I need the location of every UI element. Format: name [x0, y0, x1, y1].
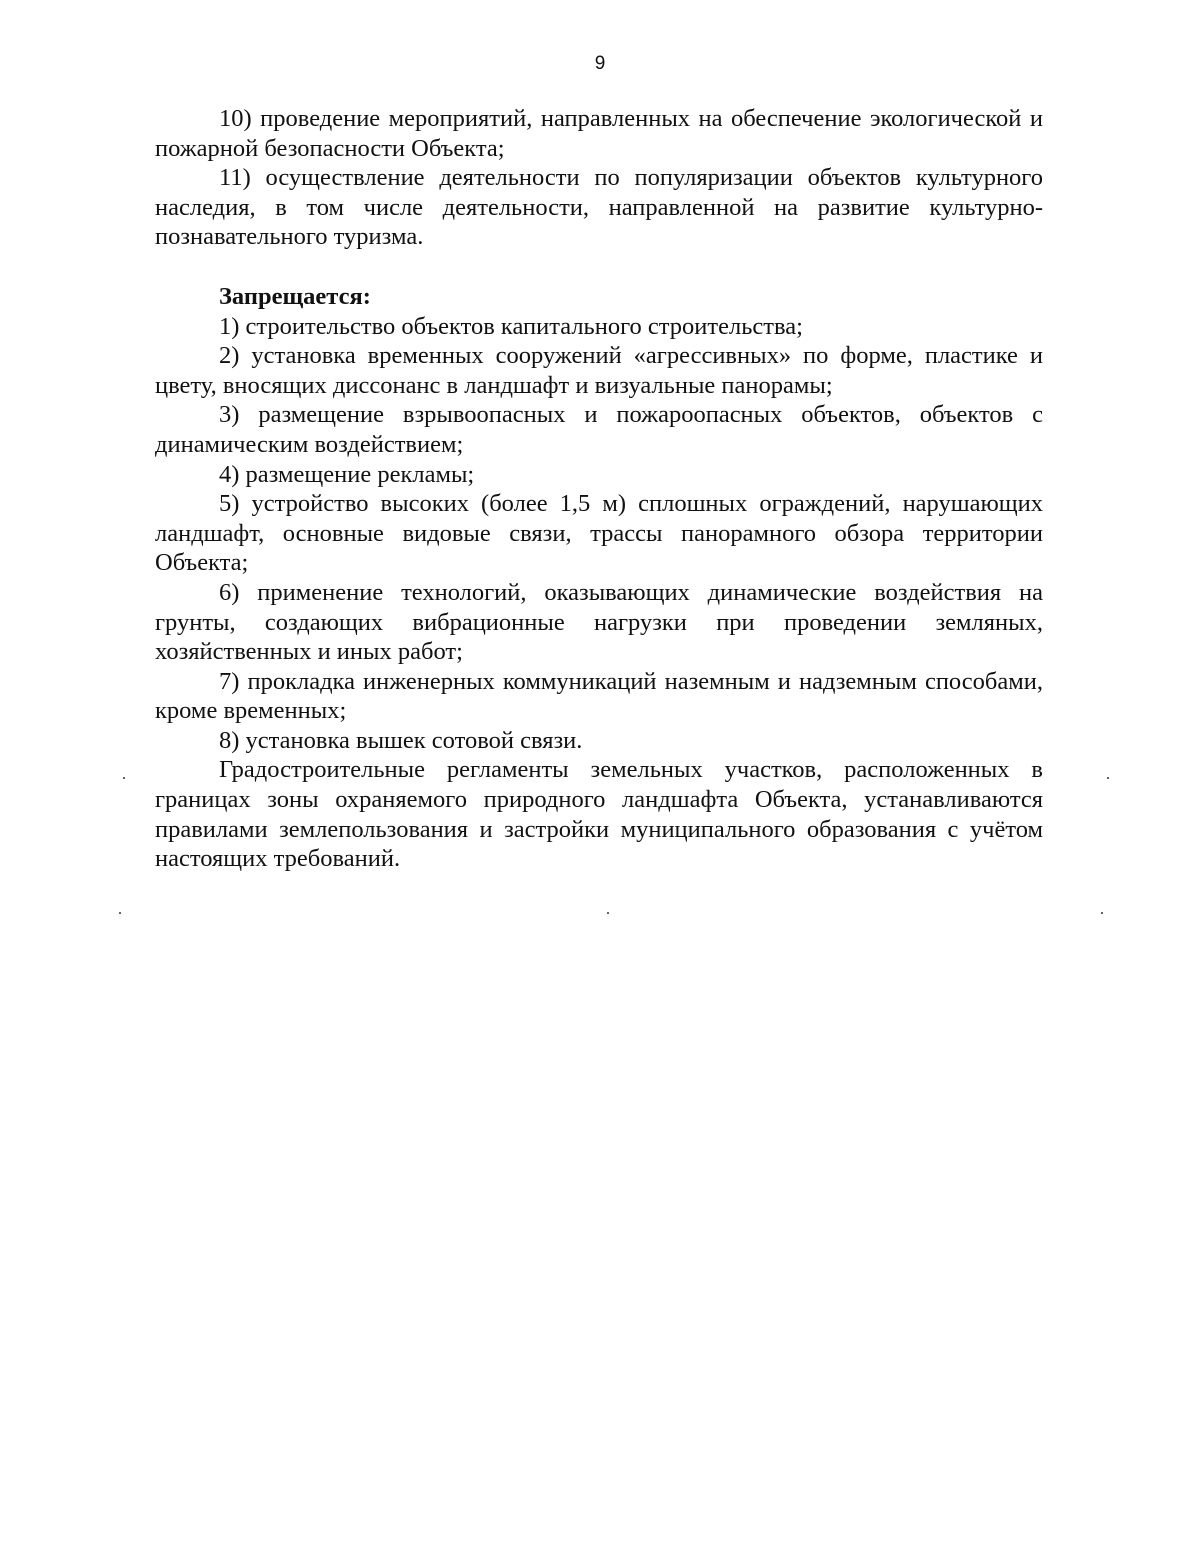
prohibited-item-7: 7) прокладка инженерных коммуникаций наземным и надземным способами, кроме временных; [155, 667, 1043, 725]
paragraph-item-11: 11) осуществление деятельности по популяризации объектов культурного наследия, в том числе деятельности, направленной на развитие культурно-познавательного туризма. [155, 164, 1043, 251]
scan-speck [1107, 777, 1109, 779]
paragraph-item-10: 10) проведение мероприятий, направленных на обеспечение экологической и пожарной безопасности Объекта; [155, 105, 1043, 162]
page-number: 9 [594, 53, 606, 74]
scan-speck [119, 912, 121, 914]
prohibited-item-3: 3) размещение взрывоопасных и пожароопасных объектов, объектов с динамическим воздействием; [155, 401, 1043, 458]
prohibited-heading: Запрещается: [219, 282, 371, 310]
closing-paragraph: Градостроительные регламенты земельных участков, расположенных в границах зоны охраняемого природного ландшафта Объекта, устанавливаются правилами землепользования и застройки муниципального образования с учётом настоящих требований. [155, 756, 1043, 873]
scan-speck [607, 912, 609, 914]
scan-speck [1101, 912, 1103, 914]
prohibited-item-5: 5) устройство высоких (более 1,5 м) сплошных ограждений, нарушающих ландшафт, основные видовые связи, трассы панорамного обзора территории Объекта; [155, 490, 1043, 577]
prohibited-item-8: 8) установка вышек сотовой связи. [219, 726, 583, 754]
prohibited-item-6: 6) применение технологий, оказывающих динамические воздействия на грунты, создающих вибрационные нагрузки при проведении земляных, хозяйственных и иных работ; [155, 578, 1043, 666]
prohibited-item-1: 1) строительство объектов капитального строительства; [219, 312, 803, 340]
document-body [155, 104, 1043, 874]
prohibited-item-2: 2) установка временных сооружений «агрессивных» по форме, пластике и цвету, вносящих диссонанс в ландшафт и визуальные панорамы; [155, 342, 1043, 399]
scan-speck [123, 777, 125, 779]
prohibited-item-4: 4) размещение рекламы; [219, 460, 475, 488]
